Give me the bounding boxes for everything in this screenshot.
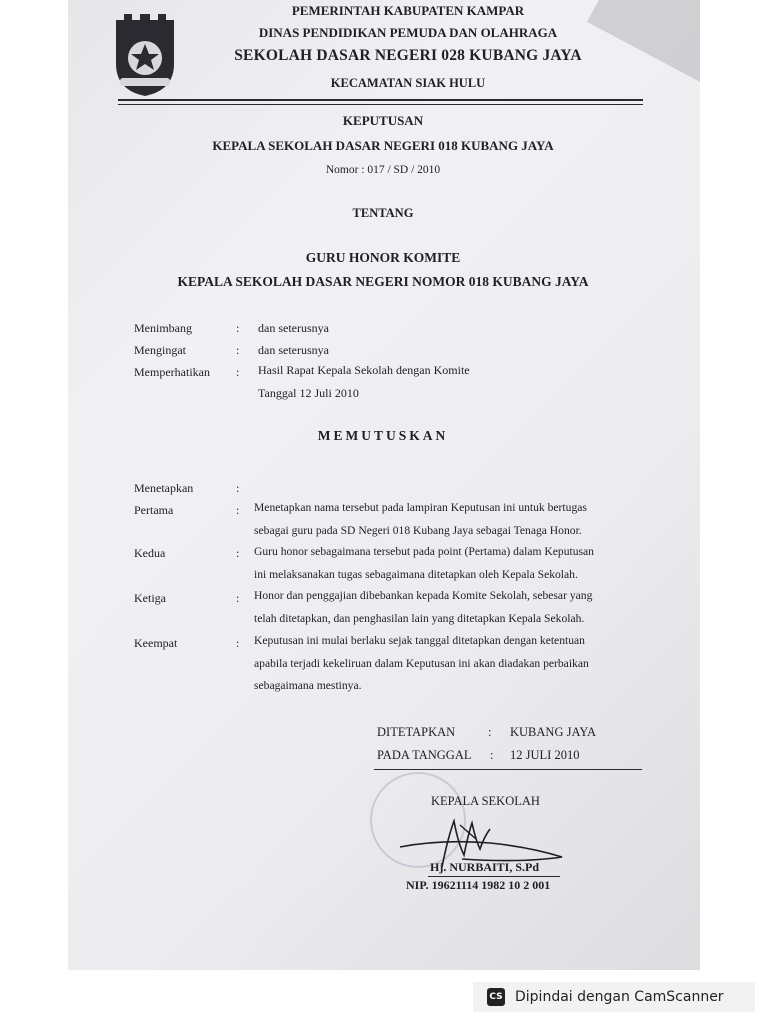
camscanner-label: Dipindai dengan CamScanner (515, 989, 724, 1005)
colon: : (236, 321, 240, 335)
camscanner-watermark (473, 982, 755, 1012)
colon: : (236, 591, 240, 605)
article-keempat-text: Keputusan ini mulai berlaku sejak tanggal ditetapkan dengan ketentuan apabila terjadi kekeliruan dalam Keputusan ini akan diadakan perbaikan sebagaimana mestinya. (254, 634, 589, 692)
mengingat-label: Mengingat (134, 343, 186, 357)
district-name: KECAMATAN SIAK HULU (330, 76, 486, 90)
header-line-1: PEMERINTAH KABUPATEN KAMPAR (291, 3, 525, 18)
menimbang-label: Menimbang (134, 321, 192, 335)
memutuskan-heading: MEMUTUSKAN (317, 428, 449, 443)
tanggal-value: 12 JULI 2010 (510, 748, 580, 762)
signatory-nip: NIP. 19621114 1982 10 2 001 (406, 878, 551, 892)
decree-number: Nomor : 017 / SD / 2010 (325, 164, 441, 176)
article-kedua-text: Guru honor sebagaimana tersebut pada point (Pertama) dalam Keputusan ini melaksanakan tugas sebagaimana ditetapkan oleh Kepala Sekolah. (254, 545, 594, 581)
document-page (68, 0, 700, 970)
article-keempat-label: Keempat (134, 636, 178, 650)
ditetapkan-label: DITETAPKAN (377, 725, 456, 739)
decree-subject: GURU HONOR KOMITE (305, 250, 461, 265)
header-rule-thin (118, 104, 643, 105)
signatory-name: Hj. NURBAITI, S.Pd (430, 860, 540, 874)
colon: : (236, 343, 240, 357)
header-rule-thick (118, 99, 643, 101)
article-ketiga-label: Ketiga (134, 591, 166, 605)
menetapkan-label: Menetapkan (134, 481, 194, 495)
memperhatikan-value: Hasil Rapat Kepala Sekolah dengan Komite (258, 363, 470, 377)
tanggal-label: PADA TANGGAL (377, 748, 472, 762)
name-underline (428, 876, 560, 877)
decree-issuer: KEPALA SEKOLAH DASAR NEGERI 018 KUBANG JAYA (212, 138, 554, 153)
colon: : (490, 748, 494, 762)
memperhatikan-label: Memperhatikan (134, 365, 210, 379)
colon: : (236, 365, 240, 379)
ditetapkan-value: KUBANG JAYA (510, 725, 597, 739)
tentang-heading: TENTANG (352, 206, 414, 220)
article-pertama-label: Pertama (134, 503, 174, 517)
camscanner-logo: CS (487, 988, 505, 1006)
signatory-position: KEPALA SEKOLAH (431, 794, 540, 808)
article-pertama-text: Menetapkan nama tersebut pada lampiran Keputusan ini untuk bertugas sebagai guru pada SD Negeri 018 Kubang Jaya sebagai Tenaga Honor. (254, 501, 587, 537)
kampar-regency-emblem-icon (112, 12, 178, 98)
decree-title: KEPUTUSAN (342, 113, 424, 128)
memperhatikan-date: Tanggal 12 Juli 2010 (258, 386, 359, 400)
colon: : (488, 725, 492, 739)
article-kedua-label: Kedua (134, 546, 166, 560)
menimbang-value: dan seterusnya (258, 321, 329, 335)
article-ketiga-text: Honor dan penggajian dibebankan kepada Komite Sekolah, sebesar yang telah ditetapkan, dan penghasilan lain yang ditetapkan Kepala Sekolah. (254, 589, 593, 625)
mengingat-value: dan seterusnya (258, 343, 329, 357)
signature-rule (374, 769, 642, 770)
school-name: SEKOLAH DASAR NEGERI 028 KUBANG JAYA (234, 47, 582, 64)
colon: : (236, 546, 240, 560)
colon: : (236, 636, 240, 650)
header-line-2: DINAS PENDIDIKAN PEMUDA DAN OLAHRAGA (258, 25, 558, 40)
colon: : (236, 481, 240, 495)
colon: : (236, 503, 240, 517)
decree-subject-issuer: KEPALA SEKOLAH DASAR NEGERI NOMOR 018 KUBANG JAYA (177, 274, 589, 289)
